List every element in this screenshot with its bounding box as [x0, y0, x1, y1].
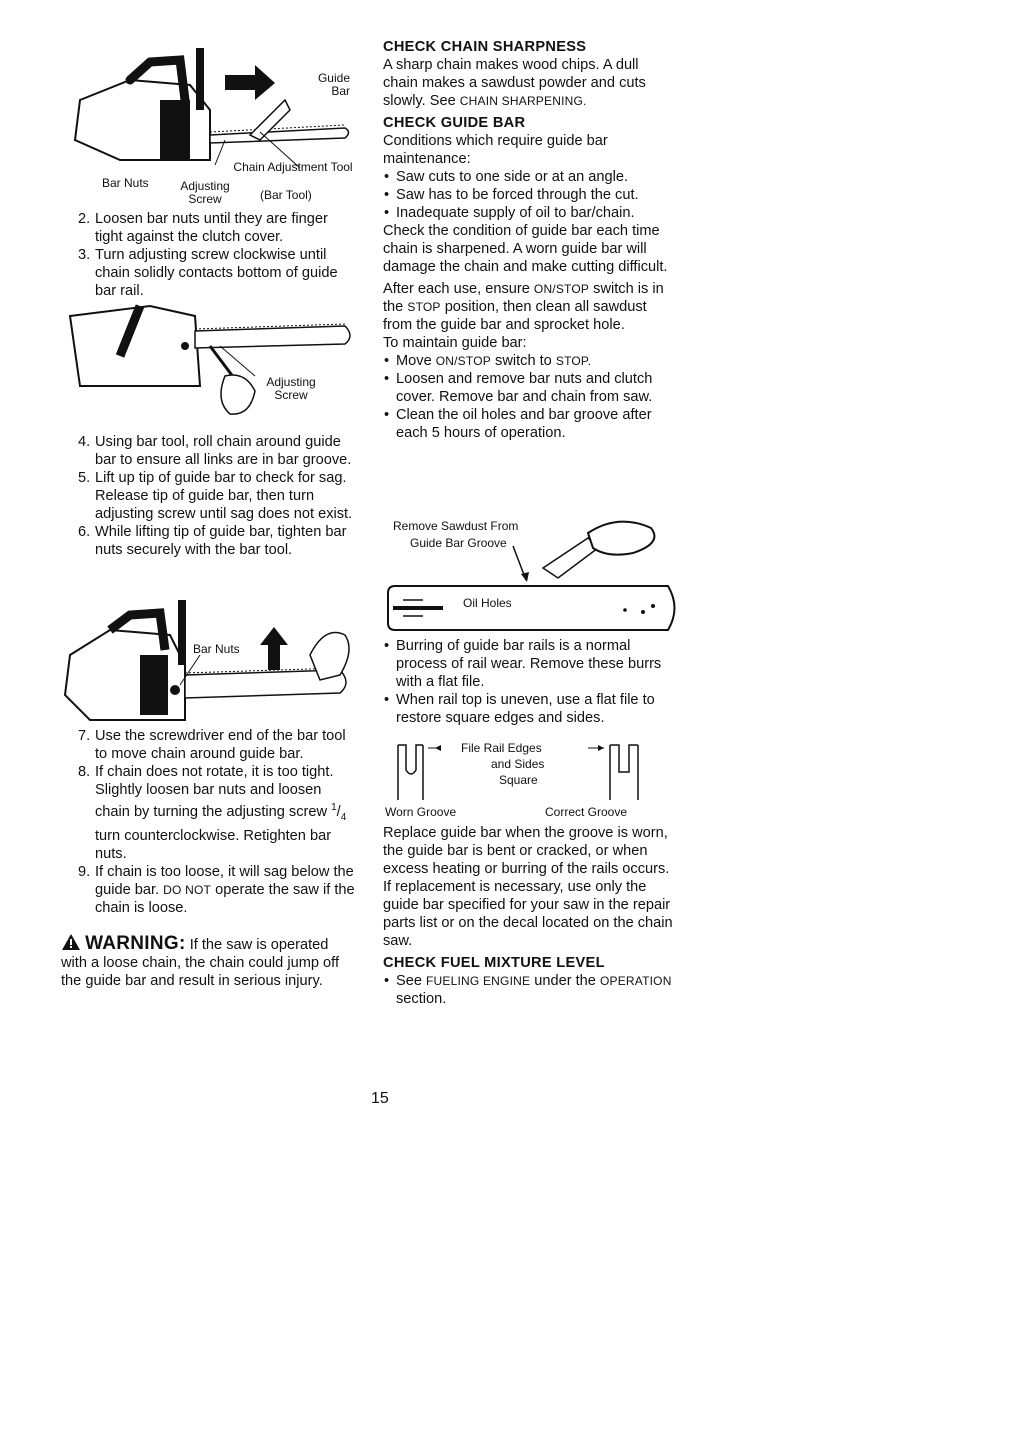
right-column-burring [383, 637, 673, 727]
burring-note: • Burring of guide bar rails is a normal process of rail wear. Remove these burrs with a flat file. [383, 637, 673, 691]
figure-worn-vs-correct-groove [383, 740, 673, 825]
label-bar-tool: (Bar Tool) [260, 188, 312, 202]
maintain-step-3: • Clean the oil holes and bar groove after each 5 hours of operation. [383, 406, 673, 442]
step-2-text: Loosen bar nuts until they are finger tight against the clutch cover. [95, 211, 328, 245]
steps-7-9 [61, 727, 356, 990]
chainsaw-illustration-2 [60, 296, 360, 426]
warning-text: If the saw is operated with a loose chain, the chain could jump off the guide bar and result in serious injury. [61, 936, 339, 989]
after-on-stop: ON/STOP [533, 282, 590, 296]
step-7 [78, 727, 356, 763]
figure-guide-bar-groove [383, 508, 683, 643]
warning-title: WARNING: [85, 932, 186, 954]
step-3-num: 3. [78, 247, 91, 263]
fraction-denominator: 4 [340, 811, 347, 823]
step-5-num: 5. [78, 470, 91, 486]
fuel-operation: OPERATION [599, 974, 672, 988]
maintain-step-2: • Loosen and remove bar nuts and clutch cover. Remove bar and chain from saw. [383, 370, 673, 406]
step-8-num: 8. [78, 764, 91, 780]
condition-item: • Saw has to be forced through the cut. [383, 186, 673, 204]
step-2-num: 2. [78, 211, 91, 227]
fuel-b: under the [534, 973, 596, 989]
step-9-text-2: operate the saw if the chain is loose. [95, 881, 355, 916]
chainsaw-illustration-3 [60, 595, 360, 725]
step-3 [78, 246, 356, 300]
label-oil-holes: Oil Holes [463, 596, 512, 610]
fuel-c: section. [396, 991, 447, 1007]
fuel-a: See [396, 973, 422, 989]
m1-on-stop: ON/STOP [435, 354, 491, 368]
m1-b: switch to [495, 353, 552, 369]
sharpness-paragraph [383, 56, 673, 110]
label-bar-nuts: Bar Nuts [102, 176, 149, 190]
after-c: position, then clean all sawdust from the guide bar and sprocket hole. [383, 299, 647, 333]
step-5-text: Lift up tip of guide bar to check for sag. Release tip of guide bar, then turn adjusting screw until sag does not exist. [95, 470, 353, 522]
sharpness-ref: CHAIN SHARPENING. [459, 94, 587, 108]
warning-icon [61, 933, 81, 951]
heading-check-guide-bar: CHECK GUIDE BAR [383, 115, 526, 131]
step-4 [78, 433, 356, 469]
label-correct-groove: Correct Groove [545, 805, 628, 819]
label-guide-bar-text: Guide Bar [317, 71, 350, 98]
step-5 [78, 469, 356, 523]
step-8-text: If chain does not rotate, it is too tight. Slightly loosen bar nuts and loosen chain by turning the adjusting screw [95, 764, 334, 820]
step-8-text-2: turn counterclockwise. Retighten bar nuts. [95, 827, 332, 862]
step-9-text: If chain is too loose, it will sag below the guide bar. [95, 863, 354, 898]
figure-adjusting-screw [60, 296, 360, 426]
fraction-numerator: 1 [331, 802, 337, 813]
heading-check-fuel-mixture-level: CHECK FUEL MIXTURE LEVEL [383, 955, 605, 971]
uneven-note: • When rail top is uneven, use a flat file to restore square edges and sides. [383, 691, 673, 727]
figure-chain-adjustment-tool [60, 40, 360, 210]
chainsaw-illustration-1 [60, 40, 360, 170]
heading-check-chain-sharpness: CHECK CHAIN SHARPNESS [383, 39, 587, 55]
steps-4-6 [78, 433, 356, 559]
right-column-bottom [383, 824, 673, 1008]
fuel-note [383, 972, 673, 1008]
step-6-num: 6. [78, 524, 91, 540]
sharpness-text: A sharp chain makes wood chips. A dull chain makes a sawdust powder and cuts slowly. See [383, 57, 646, 109]
step-8: 8. If chain does not rotate, it is too tight. Slightly loosen bar nuts and loosen chain by turning the adjusting screw $^1/_4$ turn counterclockwise. Retighten bar nuts. [78, 764, 347, 862]
label-bar-nuts-3: Bar Nuts [193, 642, 240, 656]
after-stop: STOP [407, 300, 441, 314]
step-7-text: Use the screwdriver end of the bar tool to move chain around guide bar. [95, 728, 346, 762]
after-b: switch is in the [383, 281, 664, 315]
figure-bar-nuts [60, 595, 360, 725]
replace-guide-bar: Replace guide bar when the groove is worn, the guide bar is bent or cracked, or when excess heating or burring of the rails occurs. If replacement is necessary, use only the guide bar specified for your saw in the repair parts list or on the decal located on the chain saw. [383, 825, 673, 949]
steps-2-3 [78, 210, 356, 300]
step-4-text: Using bar tool, roll chain around guide bar to ensure all links are in bar groove. [95, 434, 352, 468]
step-9-num: 9. [78, 863, 91, 880]
step-6-text: While lifting tip of guide bar, tighten bar nuts securely with the bar tool. [95, 524, 347, 558]
step-2 [78, 210, 356, 246]
step-4-num: 4. [78, 434, 91, 450]
guidebar-after-use [383, 280, 673, 334]
guidebar-intro: Conditions which require guide bar maintenance: [383, 133, 608, 167]
label-square: Square [499, 773, 538, 787]
label-adjusting-screw-2: Adjusting Screw [266, 375, 316, 402]
after-a: After each use, ensure [383, 281, 530, 297]
maintain-heading: To maintain guide bar: [383, 335, 527, 351]
m1-stop: STOP. [555, 354, 592, 368]
label-file-rail-edges: File Rail Edges [461, 741, 542, 755]
label-chain-adjustment-tool: Chain Adjustment Tool [233, 160, 353, 174]
label-guide-bar [308, 72, 350, 98]
condition-item: • Inadequate supply of oil to bar/chain. [383, 204, 673, 222]
right-column-top [383, 38, 673, 442]
fuel-fueling-engine: FUELING ENGINE [426, 974, 531, 988]
step-9 [78, 863, 356, 917]
label-guide-bar-groove: Guide Bar Groove [410, 536, 507, 550]
label-remove-sawdust: Remove Sawdust From [393, 519, 519, 533]
condition-item: • Saw cuts to one side or at an angle. [383, 168, 673, 186]
step-6 [78, 523, 356, 559]
page-number: 15 [371, 1090, 389, 1107]
m1-a: Move [396, 353, 432, 369]
maintain-step-1 [383, 352, 673, 370]
step-7-num: 7. [78, 728, 91, 744]
label-worn-groove: Worn Groove [385, 805, 457, 819]
step-9-do-not: DO NOT [163, 882, 212, 897]
label-adjusting-screw: Adjusting Screw [180, 179, 230, 206]
warning-block [61, 933, 356, 990]
step-3-text: Turn adjusting screw clockwise until chain solidly contacts bottom of guide bar rail. [95, 247, 338, 299]
label-and-sides: and Sides [491, 757, 545, 771]
guidebar-check: Check the condition of guide bar each time chain is sharpened. A worn guide bar will damage the chain and make cutting difficult. [383, 223, 668, 275]
